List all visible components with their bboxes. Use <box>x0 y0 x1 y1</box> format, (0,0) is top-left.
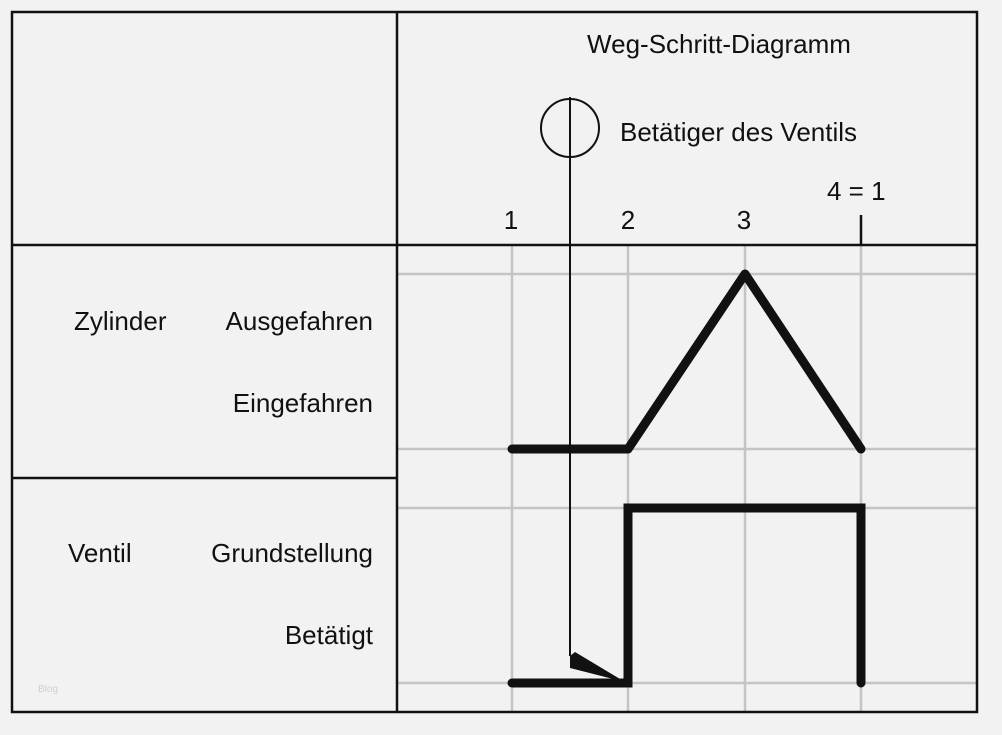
step-label-3: 3 <box>736 205 752 235</box>
valve-state-bottom: Betätigt <box>284 620 373 650</box>
grid <box>397 245 977 712</box>
actuator-label: Betätiger des Ventils <box>620 117 858 147</box>
valve-name: Ventil <box>68 538 132 568</box>
cylinder-name: Zylinder <box>74 306 167 336</box>
cylinder-state-top: Ausgefahren <box>225 306 373 336</box>
step-label-1: 1 <box>503 205 519 235</box>
actuator-symbol <box>541 97 625 682</box>
cylinder-state-bottom: Eingefahren <box>232 388 373 418</box>
valve-state-line <box>512 508 861 683</box>
cylinder-motion-line <box>512 274 861 449</box>
step-label-2: 2 <box>620 205 636 235</box>
diagram-title: Weg-Schritt-Diagramm <box>587 29 851 59</box>
valve-state-top: Grundstellung <box>211 538 373 568</box>
watermark: Blog <box>38 684 59 695</box>
signal-arrow-icon <box>570 652 625 682</box>
step-label-end: 4 = 1 <box>827 176 886 206</box>
